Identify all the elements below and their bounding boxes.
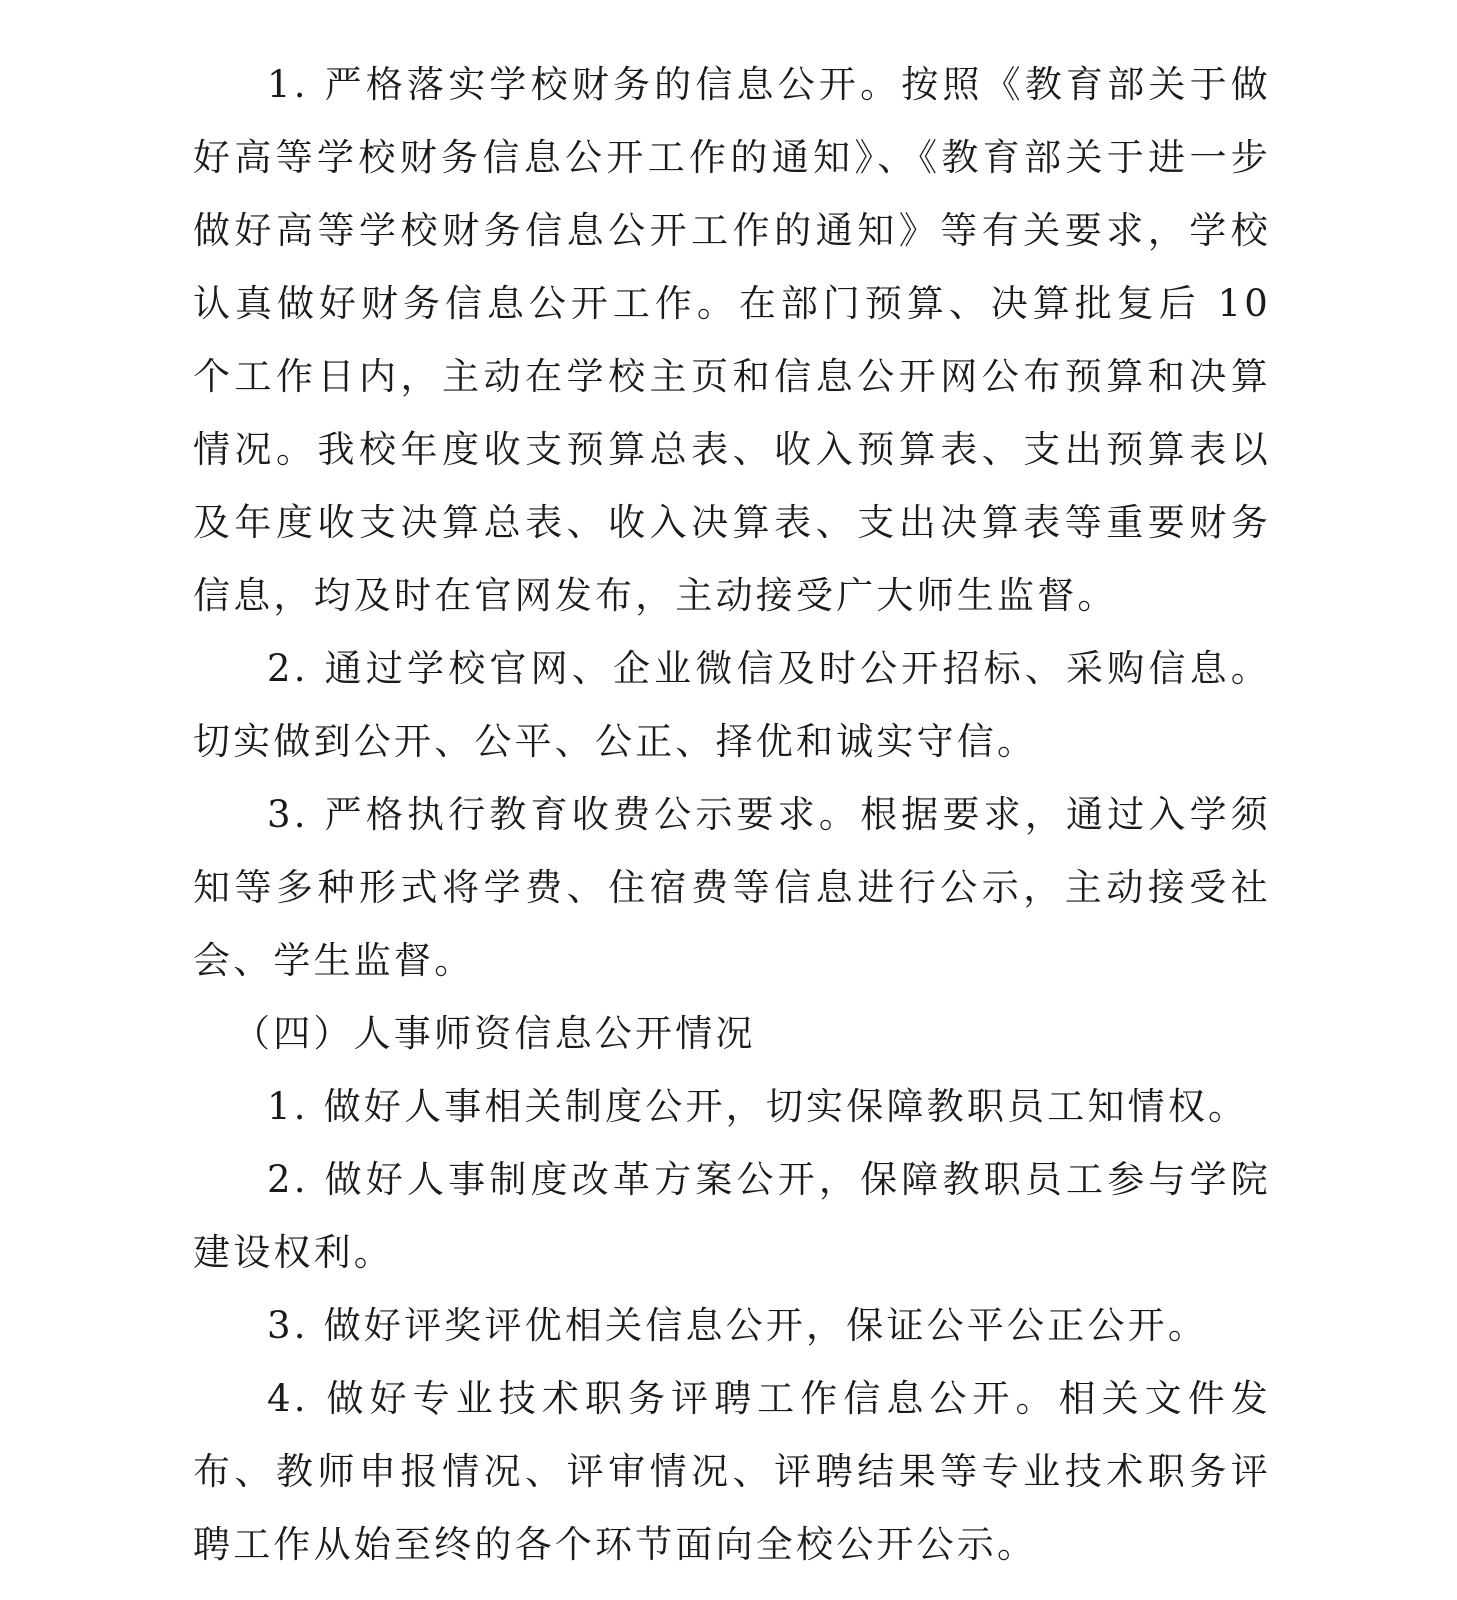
document-body	[193, 48, 1271, 1581]
paragraph-awards-disclosure: 3. 做好评奖评优相关信息公开，保证公平公正公开。	[267, 1304, 1209, 1347]
paragraph-finance-disclosure: 1. 严格落实学校财务的信息公开。按照《教育部关于做好高等学校财务信息公开工作的通知》、《教育部关于进一步做好高等学校财务信息公开工作的通知》等有关要求，学校认真做好财务信息公开工作。在部门预算、决算批复后 10 个工作日内，主动在学校主页和信息公开网公布预算和决算情况。我校年度收支预算总表、收入预算表、支出预算表以及年度收支决算总表、收入决算表、支出决算表等重要财务信息，均及时在官网发布，主动接受广大师生监督。	[193, 63, 1271, 617]
paragraph-title-appraisal: 4. 做好专业技术职务评聘工作信息公开。相关文件发布、教师申报情况、评审情况、评聘结果等专业技术职务评聘工作从始至终的各个环节面向全校公开公示。	[193, 1377, 1271, 1566]
paragraph-fees-disclosure: 3. 严格执行教育收费公示要求。根据要求，通过入学须知等多种形式将学费、住宿费等信息进行公示，主动接受社会、学生监督。	[193, 793, 1271, 982]
paragraph-personnel-reform: 2. 做好人事制度改革方案公开，保障教职员工参与学院建设权利。	[193, 1158, 1271, 1274]
paragraph-procurement-disclosure: 2. 通过学校官网、企业微信及时公开招标、采购信息。切实做到公开、公平、公正、择优和诚实守信。	[193, 647, 1271, 763]
section-heading-personnel: （四）人事师资信息公开情况	[233, 1012, 756, 1055]
paragraph-personnel-rules: 1. 做好人事相关制度公开，切实保障教职员工知情权。	[267, 1085, 1249, 1128]
